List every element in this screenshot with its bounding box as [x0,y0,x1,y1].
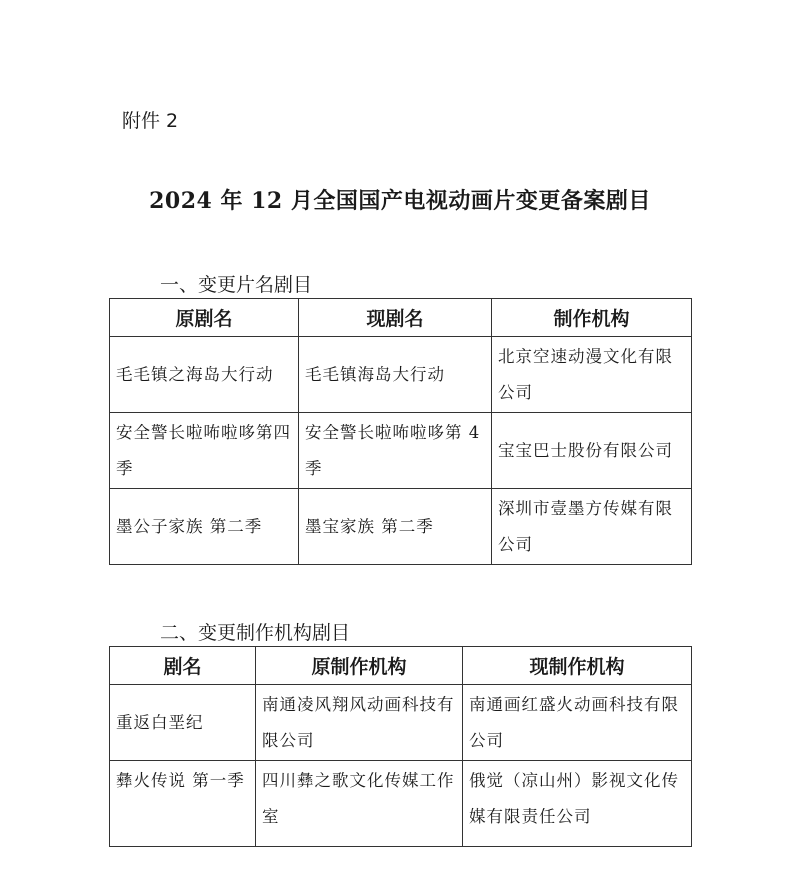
column-header-original-title: 原剧名 [110,299,299,337]
table-row [110,337,692,413]
section2-heading: 二、变更制作机构剧目 [160,622,351,644]
current-producer-cell: 俄觉（凉山州）影视文化传媒有限责任公司 [463,761,692,847]
table-header-row [110,647,692,685]
column-header-title: 剧名 [110,647,256,685]
section1-heading: 一、变更片名剧目 [160,274,313,296]
original-producer-cell: 四川彝之歌文化传媒工作室 [256,761,463,847]
attachment-label: 附件 2 [122,110,179,132]
table-row [110,685,692,761]
current-producer-cell: 南通画红盛火动画科技有限公司 [463,685,692,761]
table-row [110,761,692,847]
renamed-titles-table [109,298,692,565]
producer-cell: 宝宝巴士股份有限公司 [492,413,692,489]
table-row [110,413,692,489]
producer-cell: 深圳市壹墨方传媒有限公司 [492,489,692,565]
title-cell: 重返白垩纪 [110,685,256,761]
original-title-cell: 墨公子家族 第二季 [110,489,299,565]
column-header-producer: 制作机构 [492,299,692,337]
original-title-cell: 毛毛镇之海岛大行动 [110,337,299,413]
original-producer-cell: 南通凌风翔风动画科技有限公司 [256,685,463,761]
document-title: 2024 年 12 月全国国产电视动画片变更备案剧目 [149,188,651,214]
table-header-row [110,299,692,337]
producer-cell: 北京空速动漫文化有限公司 [492,337,692,413]
column-header-current-producer: 现制作机构 [463,647,692,685]
table-row [110,489,692,565]
original-title-cell: 安全警长啦咘啦哆第四季 [110,413,299,489]
current-title-cell: 安全警长啦咘啦哆第 4 季 [299,413,492,489]
changed-producer-table [109,646,692,847]
column-header-original-producer: 原制作机构 [256,647,463,685]
column-header-current-title: 现剧名 [299,299,492,337]
current-title-cell: 毛毛镇海岛大行动 [299,337,492,413]
current-title-cell: 墨宝家族 第二季 [299,489,492,565]
title-cell: 彝火传说 第一季 [110,761,256,847]
